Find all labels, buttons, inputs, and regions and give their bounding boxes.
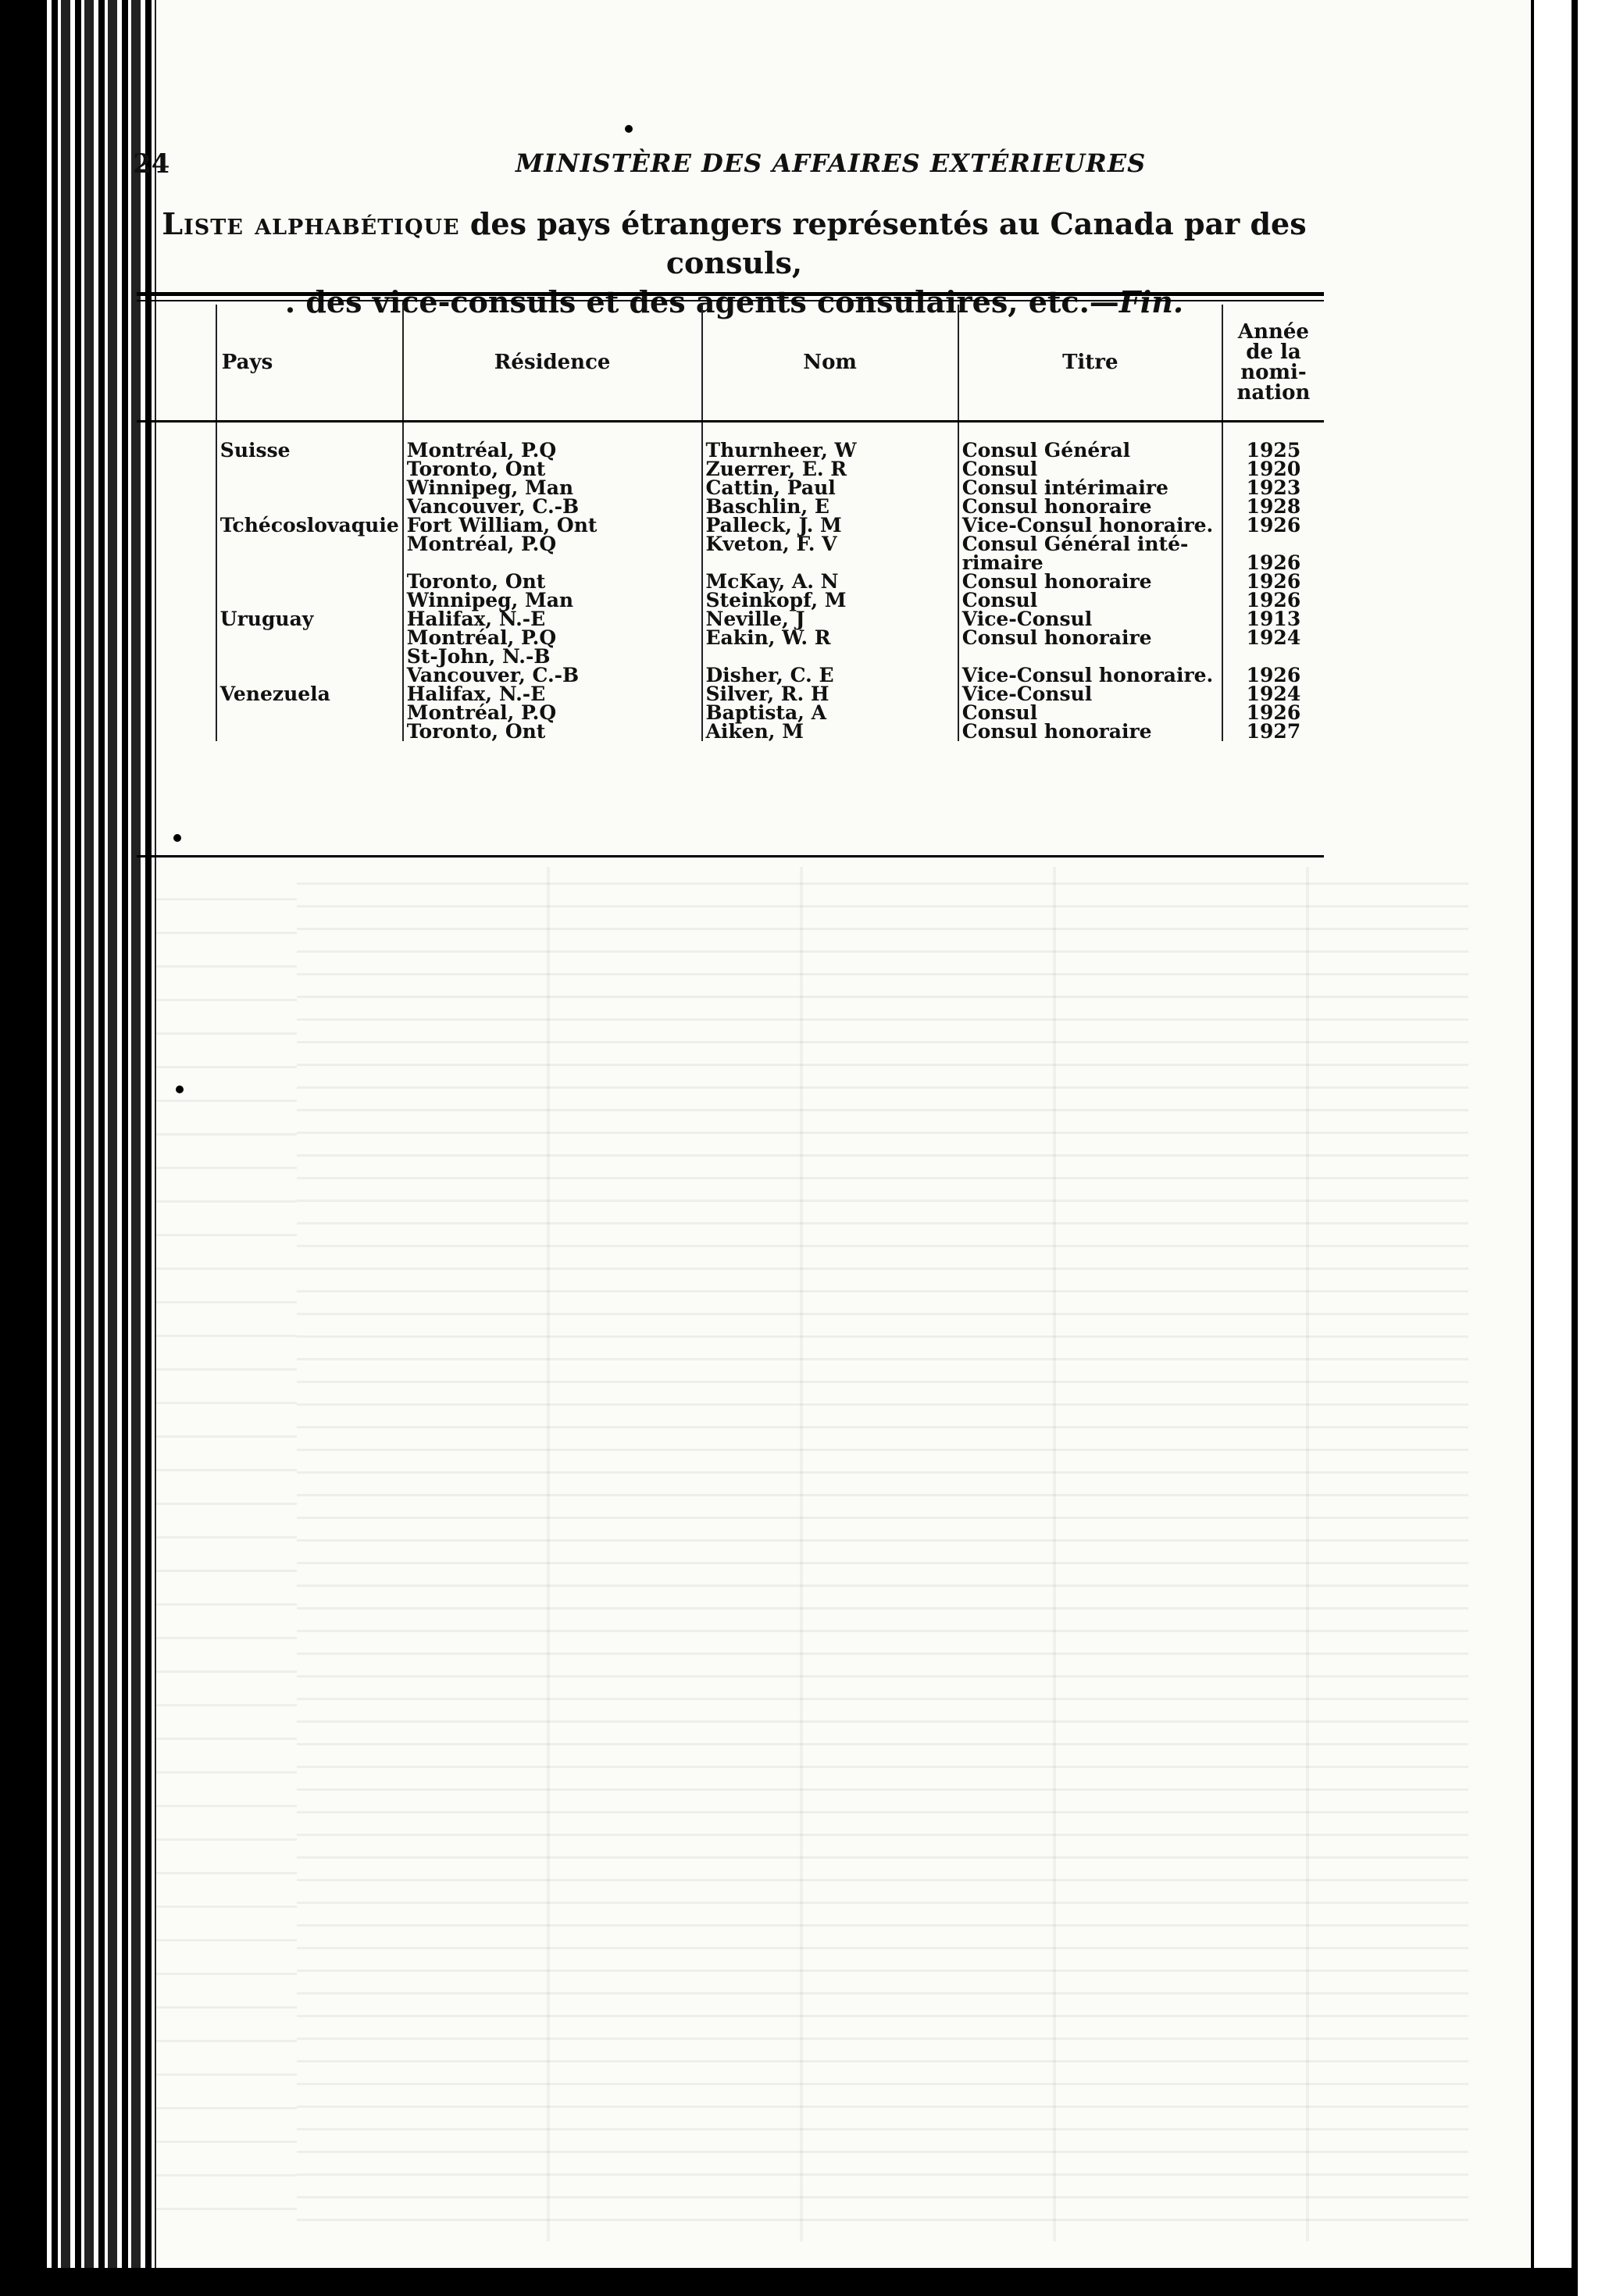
table-header-row [137, 305, 1324, 422]
cell-residence: Montréal, P.Q [403, 704, 702, 722]
cell-pays [216, 704, 403, 722]
cell-annee: 1926 [1222, 516, 1324, 535]
cell-residence: St-John, N.-B [403, 647, 702, 666]
row-blank-cell [137, 554, 216, 572]
header-pays: Pays [216, 305, 403, 422]
cell-annee: 1926 [1222, 666, 1324, 685]
page-number: 24 [133, 148, 170, 180]
cell-pays [216, 554, 403, 572]
row-blank-cell [137, 572, 216, 591]
cell-pays: Tchécoslovaquie [216, 516, 403, 535]
cell-residence: Toronto, Ont [403, 722, 702, 741]
title-rule-top [137, 292, 1324, 296]
scan-border-bottom [47, 2268, 1578, 2296]
row-blank-cell [137, 722, 216, 741]
cell-pays: Venezuela [216, 685, 403, 704]
row-blank-cell [137, 629, 216, 647]
cell-titre: Consul [958, 591, 1222, 610]
cell-titre: Vice-Consul [958, 610, 1222, 629]
cell-residence: Montréal, P.Q [403, 629, 702, 647]
bleed-through-text [297, 867, 1468, 2241]
row-blank-cell [137, 497, 216, 516]
row-blank-cell [137, 535, 216, 554]
cell-residence: Fort William, Ont [403, 516, 702, 535]
cell-titre: Consul Général [958, 441, 1222, 460]
cell-pays [216, 572, 403, 591]
header-annee: Année de la nomi- nation [1222, 305, 1324, 422]
cell-residence: Montréal, P.Q [403, 535, 702, 554]
row-blank-cell [137, 441, 216, 460]
running-head: MINISTÈRE DES AFFAIRES EXTÉRIEURES [516, 148, 1147, 178]
cell-titre: Consul [958, 704, 1222, 722]
table-row [137, 722, 1324, 741]
cell-titre: Consul honoraire [958, 722, 1222, 741]
cell-residence: Toronto, Ont [403, 572, 702, 591]
cell-annee: 1927 [1222, 722, 1324, 741]
cell-nom: Baschlin, E [702, 497, 958, 516]
row-blank-cell [137, 666, 216, 685]
cell-residence: Vancouver, C.-B [403, 666, 702, 685]
header-residence: Résidence [403, 305, 702, 422]
cell-annee: 1924 [1222, 629, 1324, 647]
cell-titre: Consul honoraire [958, 572, 1222, 591]
table-body [137, 422, 1324, 742]
cell-titre: Vice-Consul honoraire. [958, 666, 1222, 685]
cell-annee: 1913 [1222, 610, 1324, 629]
cell-pays [216, 629, 403, 647]
row-blank-cell [137, 647, 216, 666]
cell-nom: Disher, C. E [702, 666, 958, 685]
cell-titre: Consul Général inté- [958, 535, 1222, 554]
cell-nom: Steinkopf, M [702, 591, 958, 610]
cell-titre: Consul honoraire [958, 497, 1222, 516]
cell-residence: Winnipeg, Man [403, 591, 702, 610]
cell-residence: Halifax, N.-E [403, 610, 702, 629]
cell-pays: Suisse [216, 441, 403, 460]
cell-annee: 1926 [1222, 591, 1324, 610]
cell-titre: Vice-Consul [958, 685, 1222, 704]
cell-nom: Eakin, W. R [702, 629, 958, 647]
title-line-2-text: . des vice-consuls et des agents consulaires, etc.— [284, 284, 1119, 319]
cell-titre: rimaire [958, 554, 1222, 572]
cell-annee: 1926 [1222, 554, 1324, 572]
cell-pays: Uruguay [216, 610, 403, 629]
cell-pays [216, 722, 403, 741]
page-edge-line [1572, 0, 1578, 2296]
cell-nom: Aiken, M [702, 722, 958, 741]
cell-nom: McKay, A. N [702, 572, 958, 591]
title-fin: Fin. [1118, 284, 1184, 319]
cell-annee: 1926 [1222, 572, 1324, 591]
header-titre: Titre [958, 305, 1222, 422]
title-rest: des pays étrangers représentés au Canada par des consuls, [459, 206, 1307, 280]
row-blank-cell [137, 479, 216, 497]
scan-border-left [0, 0, 47, 2296]
cell-nom: Thurnheer, W [702, 441, 958, 460]
cell-annee: 1925 [1222, 441, 1324, 460]
table-end-rule [137, 855, 1324, 857]
cell-pays [216, 460, 403, 479]
title-line-1 [133, 205, 1336, 283]
cell-pays [216, 535, 403, 554]
header-nom: Nom [702, 305, 958, 422]
cell-titre: Consul honoraire [958, 629, 1222, 647]
row-blank-cell [137, 516, 216, 535]
row-blank-cell [137, 685, 216, 704]
cell-pays [216, 647, 403, 666]
cell-nom: Zuerrer, E. R [702, 460, 958, 479]
cell-pays [216, 479, 403, 497]
consuls-table [137, 305, 1324, 741]
cell-annee: 1923 [1222, 479, 1324, 497]
row-blank-cell [137, 610, 216, 629]
cell-titre: Vice-Consul honoraire. [958, 516, 1222, 535]
cell-titre: Consul [958, 460, 1222, 479]
scan-speck [625, 125, 633, 133]
table-row [137, 629, 1324, 647]
cell-residence: Vancouver, C.-B [403, 497, 702, 516]
bleed-through-left [156, 867, 297, 2241]
title-rule-bottom [137, 300, 1324, 301]
cell-nom: Silver, R. H [702, 685, 958, 704]
title-lead: Liste alphabétique [162, 206, 460, 241]
page-header [133, 148, 1226, 187]
cell-nom: Palleck, J. M [702, 516, 958, 535]
cell-nom: Neville, J [702, 610, 958, 629]
table-row [137, 535, 1324, 554]
cell-nom: Baptista, A [702, 704, 958, 722]
cell-residence: Winnipeg, Man [403, 479, 702, 497]
cell-annee: 1920 [1222, 460, 1324, 479]
scan-speck [173, 834, 181, 842]
cell-residence: Halifax, N.-E [403, 685, 702, 704]
cell-titre: Consul intérimaire [958, 479, 1222, 497]
cell-nom: Kveton, F. V [702, 535, 958, 554]
row-blank-cell [137, 591, 216, 610]
cell-annee: 1926 [1222, 704, 1324, 722]
row-blank-cell [137, 460, 216, 479]
cell-annee: 1928 [1222, 497, 1324, 516]
cell-residence: Toronto, Ont [403, 460, 702, 479]
header-blank [137, 305, 216, 422]
scan-speck [176, 1086, 184, 1093]
cell-nom: Cattin, Paul [702, 479, 958, 497]
cell-residence: Montréal, P.Q [403, 441, 702, 460]
row-blank-cell [137, 704, 216, 722]
cell-annee: 1924 [1222, 685, 1324, 704]
